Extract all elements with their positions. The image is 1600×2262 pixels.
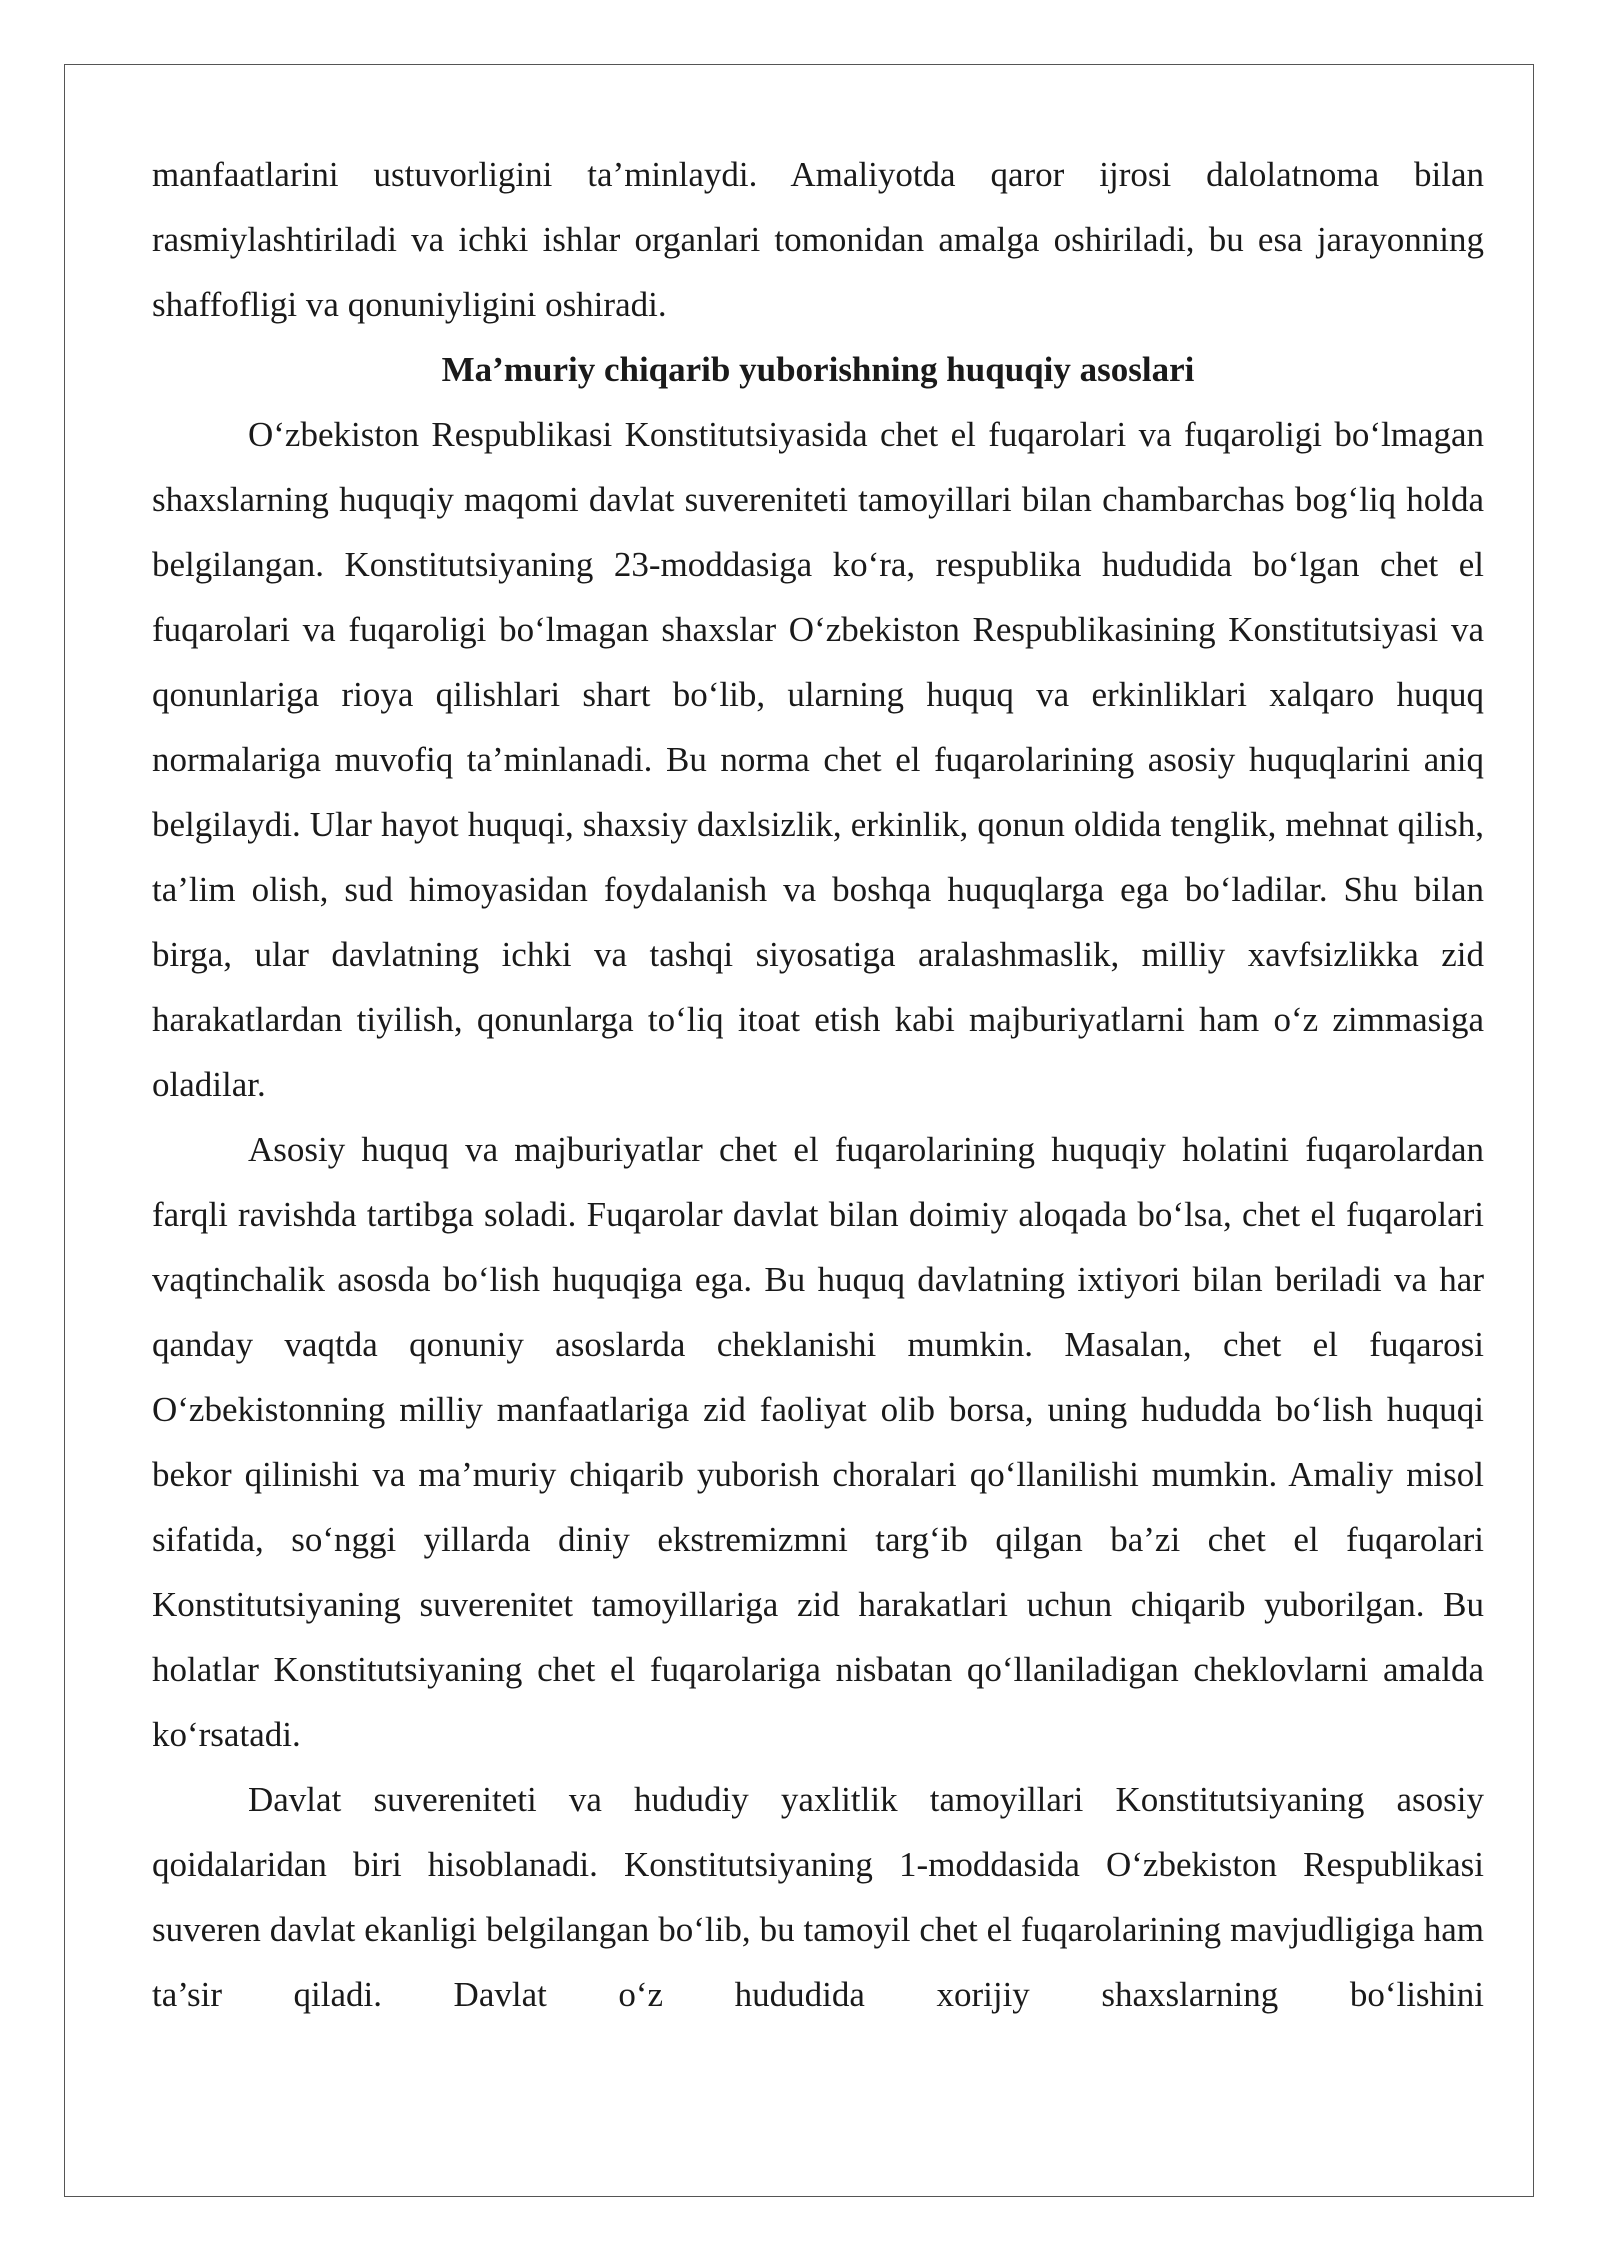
document-body bbox=[152, 142, 1484, 2027]
paragraph: O‘zbekiston Respublikasi Konstitutsiyasida chet el fuqarolari va fuqaroligi bo‘lmagan shaxslarning huquqiy maqomi davlat suvereniteti tamoyillari bilan chambarchas bog‘liq holda belgilangan. Konstitutsiyaning 23-moddasiga ko‘ra, respublika hududida bo‘lgan chet el fuqarolari va fuqaroligi bo‘lmagan shaxslar O‘zbekiston Respublikasining Konstitutsiyasi va qonunlariga rioya qilishlari shart bo‘lib, ularning huquq va erkinliklari xalqaro huquq normalariga muvofiq ta’minlanadi. Bu norma chet el fuqarolarining asosiy huquqlarini aniq belgilaydi. Ular hayot huquqi, shaxsiy daxlsizlik, erkinlik, qonun oldida tenglik, mehnat qilish, ta’lim olish, sud himoyasidan foydalanish va boshqa huquqlarga ega bo‘ladilar. Shu bilan birga, ular davlatning ichki va tashqi siyosatiga aralashmaslik, milliy xavfsizlikka zid harakatlardan tiyilish, qonunlarga to‘liq itoat etish kabi majburiyatlarni ham o‘z zimmasiga oladilar. bbox=[152, 415, 1484, 1104]
paragraph-continuation: manfaatlarini ustuvorligini ta’minlaydi. Amaliyotda qaror ijrosi dalolatnoma bilan rasmiylashtiriladi va ichki ishlar organlari tomonidan amalga oshiriladi, bu esa jarayonning shaffofligi va qonuniyligini oshiradi. bbox=[152, 155, 1484, 324]
section-heading: Ma’muriy chiqarib yuborishning huquqiy asoslari bbox=[441, 350, 1195, 389]
paragraph: Davlat suvereniteti va hududiy yaxlitlik tamoyillari Konstitutsiyaning asosiy qoidalaridan biri hisoblanadi. Konstitutsiyaning 1-moddasida O‘zbekiston Respublikasi suveren davlat ekanligi belgilangan bo‘lib, bu tamoyil chet el fuqarolarining mavjudligiga ham ta’sir qiladi. Davlat o‘z hududida xorijiy shaxslarning bo‘lishini bbox=[152, 1780, 1484, 2014]
paragraph: Asosiy huquq va majburiyatlar chet el fuqarolarining huquqiy holatini fuqarolardan farqli ravishda tartibga soladi. Fuqarolar davlat bilan doimiy aloqada bo‘lsa, chet el fuqarolari vaqtinchalik asosda bo‘lish huquqiga ega. Bu huquq davlatning ixtiyori bilan beriladi va har qanday vaqtda qonuniy asoslarda cheklanishi mumkin. Masalan, chet el fuqarosi O‘zbekistonning milliy manfaatlariga zid faoliyat olib borsa, uning hududda bo‘lish huquqi bekor qilinishi va ma’muriy chiqarib yuborish choralari qo‘llanilishi mumkin. Amaliy misol sifatida, so‘nggi yillarda diniy ekstremizmni targ‘ib qilgan ba’zi chet el fuqarolari Konstitutsiyaning suverenitet tamoyillariga zid harakatlari uchun chiqarib yuborilgan. Bu holatlar Konstitutsiyaning chet el fuqarolariga nisbatan qo‘llaniladigan cheklovlarni amalda ko‘rsatadi. bbox=[152, 1130, 1484, 1754]
